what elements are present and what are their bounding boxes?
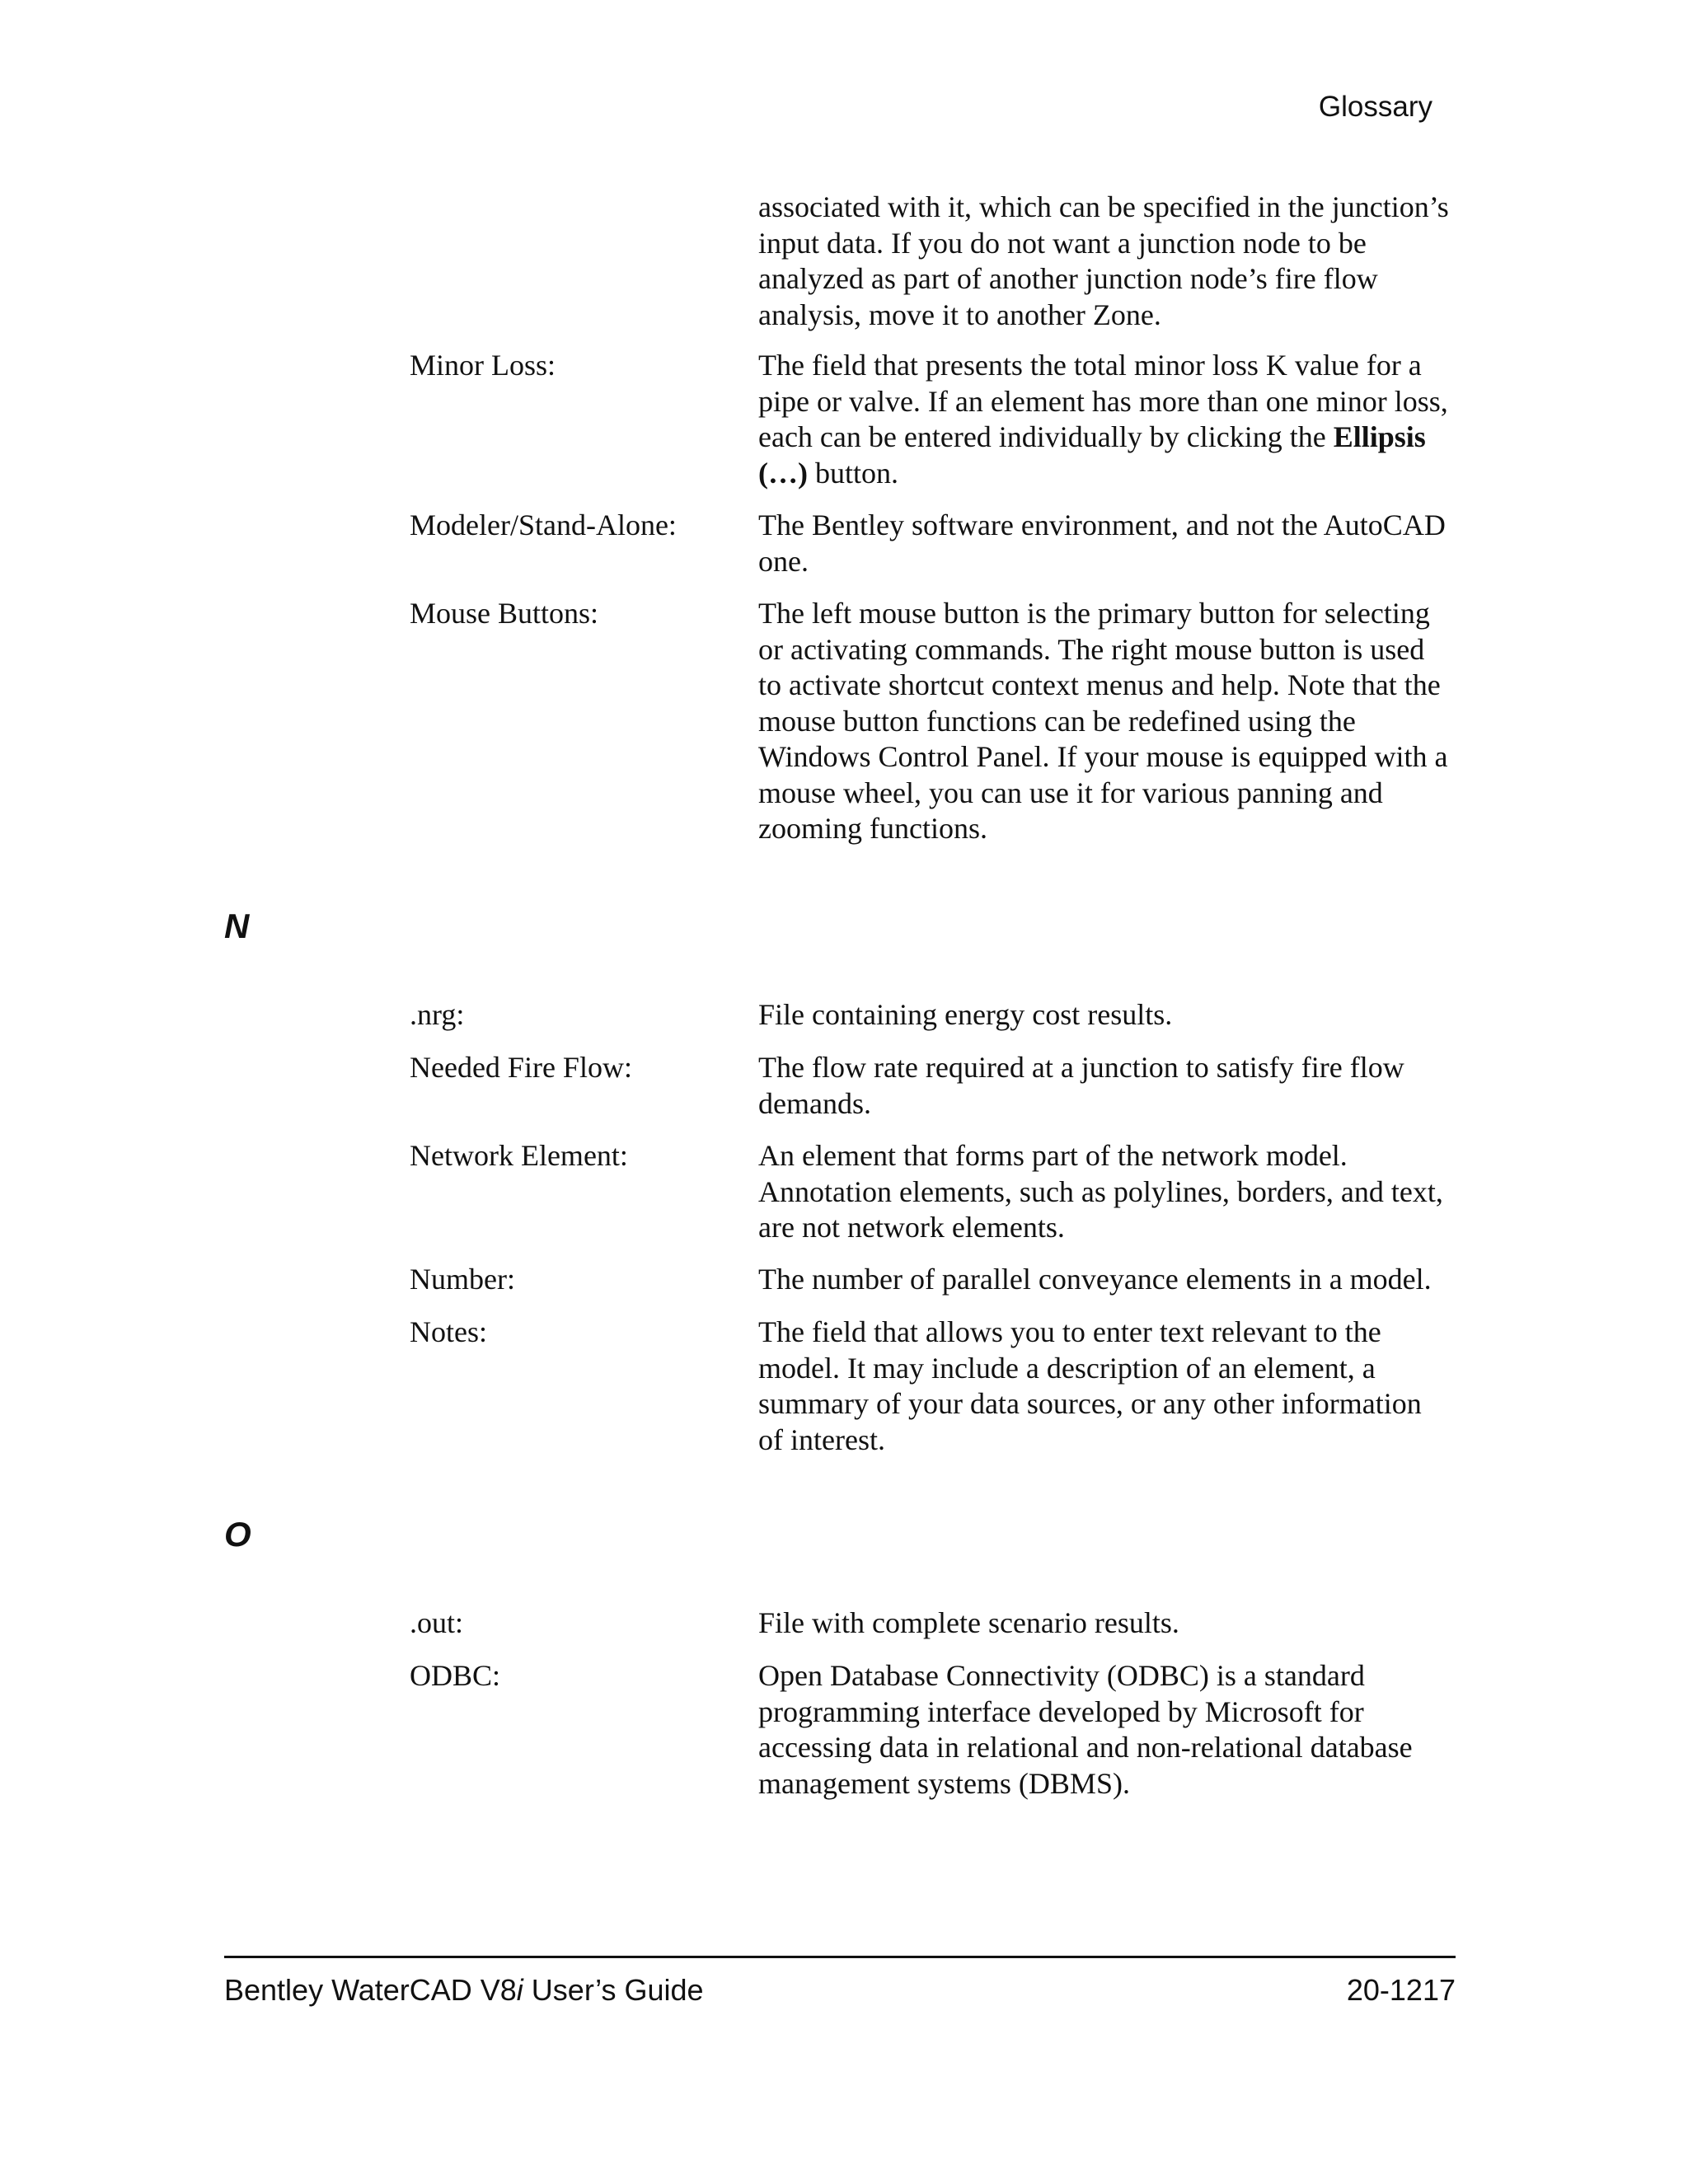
entry-definition: associated with it, which can be specified in the junction’s input data. If you do not want a junction node to be analyzed as part of another junction node’s fire flow analysis, move it to another Zone. [758,190,1449,331]
entry-term: ODBC: [410,1659,501,1692]
entry-definition: The Bentley software environment, and not the AutoCAD one. [758,509,1446,578]
entry-definition: The field that presents the total minor loss K value for a pipe or valve. If an element has more than one minor loss, each can be entered individually by clicking the Ellipsis (…) button. [758,349,1448,490]
entry-term: .out: [410,1606,464,1639]
entry-definition: File with complete scenario results. [758,1606,1179,1639]
entry-definition: Open Database Connectivity (ODBC) is a standard programming interface developed by Microsoft for accessing data in relational and non-relational database management systems (DBMS). [758,1659,1413,1800]
entry-term: Needed Fire Flow: [410,1051,632,1084]
ellipsis-button-label: Ellipsis (…) [758,420,1426,490]
entry-term: Modeler/Stand-Alone: [410,509,677,541]
entry-term: Number: [410,1263,515,1296]
entry-term: .nrg: [410,998,465,1031]
entry-term: Mouse Buttons: [410,597,599,630]
section-letter-o: O [224,1515,251,1554]
entry-definition: The left mouse button is the primary button for selecting or activating commands. The right mouse button is used to activate shortcut context menus and help. Note that the mouse button functions can be redefined using the Windows Control Panel. If your mouse is equipped with a mouse wheel, you can use it for various panning and zooming functions. [758,597,1448,845]
footer-guide-title: Bentley WaterCAD V8i User’s Guide [224,1973,704,2007]
page-number: 20-1217 [1346,1973,1456,2007]
entry-definition: File containing energy cost results. [758,998,1173,1031]
entry-term: Minor Loss: [410,349,556,382]
running-header: Glossary [1318,91,1432,123]
entry-term: Notes: [410,1315,487,1348]
section-letter-n: N [224,907,250,945]
entry-definition: The field that allows you to enter text relevant to the model. It may include a description of an element, a summary of your data sources, or any other information of interest. [758,1315,1422,1456]
footer-divider [224,1956,1456,1958]
entry-term: Network Element: [410,1139,628,1172]
entry-definition: The flow rate required at a junction to satisfy fire flow demands. [758,1051,1404,1120]
entry-definition: An element that forms part of the network model. Annotation elements, such as polylines, borders, and text, are not network elements. [758,1139,1443,1244]
entry-definition: The number of parallel conveyance elements in a model. [758,1263,1432,1296]
